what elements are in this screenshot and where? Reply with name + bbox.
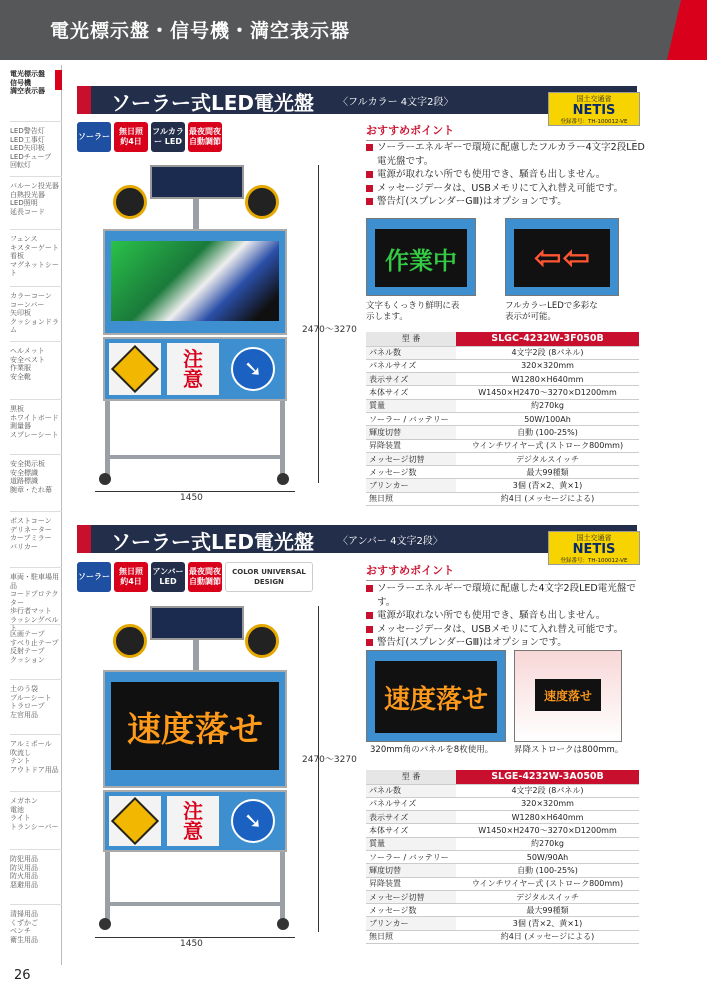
sidebar-item[interactable]: くずかご <box>10 918 38 927</box>
spec-key: パネル数 <box>366 346 456 359</box>
led-screen <box>111 241 279 321</box>
netis-reg-no: 登録番号：TH-100012-VE <box>560 119 628 125</box>
sidebar-divider <box>10 679 62 680</box>
points-list <box>366 582 646 650</box>
sidebar-group[interactable] <box>10 127 62 170</box>
sidebar-group[interactable] <box>10 517 62 551</box>
sidebar-item[interactable]: 安全靴 <box>10 372 31 381</box>
spec-row <box>366 784 639 797</box>
netis-ministry: 国土交通省 <box>576 95 612 103</box>
sidebar-item[interactable]: ポストコーン <box>10 517 52 525</box>
spec-key: 昇降装置 <box>366 877 456 890</box>
sidebar-item[interactable]: バリカー <box>10 542 38 551</box>
photo-example <box>366 650 506 742</box>
frame-leg-right <box>280 852 285 924</box>
spec-value: 最大99種類 <box>456 904 639 917</box>
wheel-left <box>99 918 111 930</box>
sidebar-item[interactable]: 防火用品 <box>10 872 38 880</box>
spec-value: W1450×H2470～3270×D1200mm <box>456 824 639 837</box>
point-item: メッセージデータは、USBメモリにて入れ替え可能です。 <box>366 182 646 196</box>
sidebar-group[interactable] <box>10 630 62 664</box>
wheel-left <box>99 473 111 485</box>
spec-key: メッセージ数 <box>366 466 456 479</box>
spec-key: パネル数 <box>366 784 456 797</box>
sidebar-item[interactable]: コーンバー <box>10 300 45 309</box>
width-dimension: 1450 <box>180 939 203 949</box>
sidebar-item[interactable]: 衛生用品 <box>10 935 38 944</box>
spec-key: パネルサイズ <box>366 359 456 372</box>
warning-lamp-left <box>113 185 147 219</box>
spec-row <box>366 837 639 850</box>
spec-key: 輝度切替 <box>366 426 456 439</box>
sidebar-item[interactable]: LED照明 <box>10 199 38 207</box>
worker-sign <box>109 343 161 395</box>
spec-row <box>366 386 639 399</box>
sign-board <box>103 337 287 401</box>
netis-mark: NETIS <box>572 103 616 118</box>
frame-base <box>105 902 285 906</box>
width-dimension-line <box>95 491 295 492</box>
sidebar-item[interactable]: 歩行者マット <box>10 607 52 615</box>
spec-row <box>366 864 639 877</box>
spec-row <box>366 439 639 452</box>
photo-caption: 320mm角のパネルを8枚使用。 <box>370 745 494 755</box>
feature-badges <box>77 122 222 152</box>
spec-value: 50W/90Ah <box>456 850 639 863</box>
led-screen: 速度落せ <box>111 682 279 770</box>
sidebar-item[interactable]: すべり止テープ <box>10 638 59 647</box>
badge-cud: COLOR UNIVERSAL DESIGN <box>225 562 313 592</box>
spec-row <box>366 930 639 943</box>
sidebar-item[interactable]: ライト <box>10 814 31 822</box>
spec-key: 輝度切替 <box>366 864 456 877</box>
arrow-left-icon: ⇦⇦ <box>514 229 610 287</box>
sidebar-item[interactable]: 白熱投光器 <box>10 190 45 199</box>
spec-value: デジタルスイッチ <box>456 452 639 465</box>
display-panel <box>103 670 287 788</box>
wheel-right <box>277 918 289 930</box>
sidebar-item[interactable]: ヘルメット <box>10 347 45 355</box>
warning-lamp-left <box>113 624 147 658</box>
sidebar-group[interactable] <box>10 740 62 774</box>
sidebar-group[interactable] <box>10 347 62 381</box>
sidebar-group[interactable] <box>10 797 62 831</box>
spec-key: ブリンカー <box>366 917 456 930</box>
spec-row <box>366 890 639 903</box>
width-dimension-line <box>95 937 295 938</box>
sidebar-item[interactable]: テント <box>10 757 31 765</box>
sidebar-item[interactable]: 電光標示盤 <box>10 70 45 78</box>
spec-row <box>366 426 639 439</box>
sidebar-divider <box>10 399 62 400</box>
frame-base <box>105 455 285 459</box>
sidebar-item[interactable]: ブルーシート <box>10 693 52 702</box>
sidebar-item[interactable]: 車両・駐車場用品 <box>10 573 59 590</box>
spec-value: ウインチワイヤー式 (ストローク800mm) <box>456 877 639 890</box>
spec-value: 約4日 (メッセージによる) <box>456 492 639 505</box>
sidebar-divider <box>10 454 62 455</box>
sidebar-item[interactable]: スプレーシート <box>10 430 59 439</box>
spec-row <box>366 797 639 810</box>
spec-key: 昇降装置 <box>366 439 456 452</box>
spec-value: 4文字2段 (8パネル) <box>456 346 639 359</box>
badge-no-sun: 無日照 約4日 <box>114 562 148 592</box>
sidebar-divider <box>10 624 62 625</box>
sidebar-divider <box>10 849 62 850</box>
arrow-sign <box>225 343 281 395</box>
spec-row <box>366 479 639 492</box>
spec-table <box>366 332 639 506</box>
spec-row <box>366 346 639 359</box>
badge-no-sun: 無日照 約4日 <box>114 122 148 152</box>
worker-sign <box>109 796 161 846</box>
sidebar-active-tab <box>55 70 62 90</box>
spec-key: 無日照 <box>366 930 456 943</box>
spec-row <box>366 412 639 425</box>
frame-leg-right <box>280 401 285 481</box>
sidebar-item[interactable]: カラーコーン <box>10 292 52 300</box>
solar-panel <box>150 606 244 640</box>
sidebar-group[interactable] <box>10 685 62 719</box>
product-variant: 〈フルカラー 4文字2段〉 <box>338 97 454 108</box>
height-dimension-line <box>318 606 319 932</box>
spec-row <box>366 373 639 386</box>
spec-value: W1280×H640mm <box>456 373 639 386</box>
sign-board <box>103 790 287 852</box>
spec-value: 50W/100Ah <box>456 412 639 425</box>
sidebar-item[interactable]: カーブミラー <box>10 534 52 542</box>
spec-key: メッセージ切替 <box>366 890 456 903</box>
sidebar-item[interactable]: 道路標識 <box>10 477 38 485</box>
sidebar-item[interactable]: アルミポール <box>10 740 52 748</box>
spec-value: 3個 (青×2、黄×1) <box>456 479 639 492</box>
sidebar-item[interactable]: 腕章・たれ幕 <box>10 485 52 494</box>
model-label: 型 番 <box>366 332 456 346</box>
spec-value: 4文字2段 (8パネル) <box>456 784 639 797</box>
sidebar-item[interactable]: 区画テープ <box>10 630 45 638</box>
netis-badge <box>548 531 640 565</box>
sidebar-item[interactable]: 作業服 <box>10 364 31 372</box>
frame-leg-left <box>105 852 110 924</box>
category-sidebar <box>0 65 62 965</box>
sidebar-item[interactable]: キスターゲート <box>10 243 59 252</box>
sidebar-item[interactable]: LED矢印板 <box>10 144 45 152</box>
spec-key: パネルサイズ <box>366 797 456 810</box>
sidebar-item[interactable]: 延長コード <box>10 207 45 216</box>
page-number: 26 <box>14 968 31 983</box>
spec-table <box>366 770 639 944</box>
spec-key: ソーラー / バッテリー <box>366 412 456 425</box>
photo-example <box>366 218 476 296</box>
sidebar-divider <box>10 734 62 735</box>
sidebar-item[interactable]: メガホン <box>10 797 38 805</box>
header-accent <box>667 0 707 60</box>
spec-value: 最大99種類 <box>456 466 639 479</box>
spec-header-row <box>366 770 639 784</box>
netis-ministry: 国土交通省 <box>576 534 612 542</box>
sidebar-item[interactable]: LEDチューブ <box>10 152 52 161</box>
sidebar-divider <box>10 229 62 230</box>
page-title: 電光標示盤・信号機・満空表示器 <box>50 20 351 42</box>
caution-text: 注意 <box>183 799 203 843</box>
badge-led: フルカラー LED <box>151 122 185 152</box>
spec-value: 自動 (100-25%) <box>456 426 639 439</box>
caution-sign <box>167 343 219 395</box>
spec-key: 表示サイズ <box>366 811 456 824</box>
point-item: 電源が取れない所でも使用でき、騒音も出しません。 <box>366 168 646 182</box>
width-dimension: 1450 <box>180 493 203 503</box>
wheel-right <box>277 473 289 485</box>
sidebar-item[interactable]: クッション <box>10 655 45 664</box>
sidebar-item[interactable]: 黒板 <box>10 405 24 413</box>
point-item: ソーラーエネルギーで環境に配慮したフルカラー4文字2段LED電光盤です。 <box>366 141 646 168</box>
product-name: ソーラー式LED電光盤 <box>111 91 315 115</box>
model-label: 型 番 <box>366 770 456 784</box>
display-panel <box>103 229 287 335</box>
sidebar-item[interactable]: デリネーター <box>10 525 52 534</box>
sidebar-divider <box>10 176 62 177</box>
spec-key: 本体サイズ <box>366 386 456 399</box>
product-variant: 〈アンバー 4文字2段〉 <box>338 536 443 547</box>
caution-sign <box>167 796 219 846</box>
spec-row <box>366 452 639 465</box>
spec-value: W1280×H640mm <box>456 811 639 824</box>
spec-key: 無日照 <box>366 492 456 505</box>
sidebar-item[interactable]: 測量器 <box>10 422 31 430</box>
spec-key: メッセージ切替 <box>366 452 456 465</box>
photo-screen-text: 速度落せ <box>535 679 601 711</box>
sidebar-item[interactable]: 左官用品 <box>10 710 38 719</box>
sidebar-item[interactable]: アウトドア用品 <box>10 765 59 774</box>
sidebar-divider <box>10 511 62 512</box>
sidebar-divider <box>10 286 62 287</box>
sidebar-item[interactable]: 防犯用品 <box>10 855 38 863</box>
spec-key: 質量 <box>366 399 456 412</box>
arrow-down-right-icon: ➘ <box>231 799 275 843</box>
badge-led: アンバー LED <box>151 562 185 592</box>
sidebar-item[interactable]: ホワイトボード <box>10 413 59 422</box>
point-item: ソーラーエネルギーで環境に配慮した4文字2段LED電光盤です。 <box>366 582 646 609</box>
spec-key: ソーラー / バッテリー <box>366 850 456 863</box>
height-dimension: 2470～3270 <box>302 325 357 335</box>
points-title: おすすめポイント <box>366 122 636 141</box>
netis-badge <box>548 92 640 126</box>
spec-value: 320×320mm <box>456 797 639 810</box>
spec-row <box>366 466 639 479</box>
points-title: おすすめポイント <box>366 562 636 581</box>
sidebar-item[interactable]: マグネットシート <box>10 260 59 277</box>
spec-header-row <box>366 332 639 346</box>
sidebar-item[interactable]: 土のう袋 <box>10 685 38 693</box>
model-number: SLGE-4232W-3A050B <box>456 770 639 784</box>
spec-row <box>366 399 639 412</box>
sidebar-group[interactable] <box>10 405 62 439</box>
sidebar-item[interactable]: 看板 <box>10 252 24 260</box>
sidebar-item[interactable]: 防災用品 <box>10 863 38 872</box>
sidebar-item[interactable]: トランシーバー <box>10 822 59 831</box>
sidebar-item[interactable]: ラッシングベルト <box>10 615 59 632</box>
sidebar-item[interactable]: 信号機 <box>10 78 31 87</box>
product-name: ソーラー式LED電光盤 <box>111 530 315 554</box>
sidebar-group[interactable] <box>10 292 62 335</box>
netis-mark: NETIS <box>572 542 616 557</box>
page-header <box>0 0 707 60</box>
spec-value: 約270kg <box>456 399 639 412</box>
photo-example <box>505 218 619 296</box>
photo-caption: 文字もくっきり鮮明に表示します。 <box>366 301 460 322</box>
sidebar-divider <box>10 567 62 568</box>
model-number: SLGC-4232W-3F050B <box>456 332 639 346</box>
point-item: 電源が取れない所でも使用でき、騒音も出しません。 <box>366 609 646 623</box>
sidebar-item[interactable]: 安全標識 <box>10 468 38 477</box>
caution-text: 注意 <box>183 347 203 391</box>
sidebar-divider <box>10 791 62 792</box>
badge-solar: ソーラー <box>77 562 111 592</box>
photo-example <box>514 650 622 742</box>
arrow-down-right-icon: ➘ <box>231 347 275 391</box>
sidebar-item[interactable]: バルーン投光器 <box>10 182 59 190</box>
spec-value: ウインチワイヤー式 (ストローク800mm) <box>456 439 639 452</box>
spec-value: 3個 (青×2、黄×1) <box>456 917 639 930</box>
spec-key: 本体サイズ <box>366 824 456 837</box>
sidebar-item[interactable]: LED警告灯 <box>10 127 45 135</box>
badge-auto-dim: 最夜間夜 自動調節 <box>188 122 222 152</box>
sidebar-item[interactable]: 電池 <box>10 805 24 814</box>
sidebar-group[interactable] <box>10 855 62 889</box>
sidebar-item[interactable]: 安全ベスト <box>10 355 45 364</box>
spec-value: W1450×H2470～3270×D1200mm <box>456 386 639 399</box>
product-illustration <box>95 165 295 495</box>
worker-diamond-icon <box>111 345 159 393</box>
sidebar-item[interactable]: ベンチ <box>10 927 31 935</box>
points-list <box>366 141 646 209</box>
worker-diamond-icon <box>111 797 159 845</box>
spec-value: 約4日 (メッセージによる) <box>456 930 639 943</box>
sidebar-item[interactable]: 吹流し <box>10 748 31 757</box>
sidebar-divider <box>10 121 62 122</box>
point-item: メッセージデータは、USBメモリにて入れ替え可能です。 <box>366 623 646 637</box>
warning-lamp-right <box>245 624 279 658</box>
sidebar-item[interactable]: クッションドラム <box>10 317 59 334</box>
spec-row <box>366 359 639 372</box>
sidebar-divider <box>10 341 62 342</box>
spec-row <box>366 811 639 824</box>
spec-row <box>366 917 639 930</box>
sidebar-item[interactable]: 矢印板 <box>10 309 31 317</box>
sidebar-group[interactable] <box>10 460 62 494</box>
point-item: 警告灯(スプレンダーGⅢ)はオプションです。 <box>366 636 646 650</box>
frame-leg-left <box>105 401 110 481</box>
photo-caption: フルカラーLEDで多彩な表示が可能。 <box>505 301 598 322</box>
spec-row <box>366 850 639 863</box>
arrow-sign <box>225 796 281 846</box>
sidebar-item[interactable]: 安全掲示板 <box>10 460 45 468</box>
feature-badges <box>77 562 313 592</box>
product-illustration <box>95 606 295 938</box>
sidebar-item[interactable]: LED工事灯 <box>10 135 45 144</box>
photo-screen-text: 作業中 <box>375 229 467 287</box>
spec-value: デジタルスイッチ <box>456 890 639 903</box>
sidebar-item[interactable]: 惡避用品 <box>10 880 38 889</box>
sidebar-group[interactable] <box>10 182 62 216</box>
warning-lamp-right <box>245 185 279 219</box>
sidebar-item[interactable]: トラロープ <box>10 702 45 710</box>
photo-caption: 昇降ストロークは800mm。 <box>514 745 624 755</box>
spec-value: 約270kg <box>456 837 639 850</box>
spec-row <box>366 492 639 505</box>
sidebar-group[interactable] <box>10 910 62 944</box>
sidebar-group[interactable] <box>10 235 62 278</box>
sidebar-item[interactable]: コードプロテクター <box>10 590 59 607</box>
spec-key: 質量 <box>366 837 456 850</box>
spec-row <box>366 877 639 890</box>
badge-solar: ソーラー <box>77 122 111 152</box>
spec-key: 表示サイズ <box>366 373 456 386</box>
badge-auto-dim: 最夜間夜 自動調節 <box>188 562 222 592</box>
sidebar-item[interactable]: 満空表示器 <box>10 87 45 95</box>
spec-key: メッセージ数 <box>366 904 456 917</box>
spec-value: 自動 (100-25%) <box>456 864 639 877</box>
sidebar-item[interactable]: 回転灯 <box>10 161 31 169</box>
sidebar-item[interactable]: 清掃用品 <box>10 910 38 918</box>
height-dimension: 2470～3270 <box>302 755 357 765</box>
sidebar-item[interactable]: 反射テープ <box>10 647 45 655</box>
point-item: 警告灯(スプレンダーGⅢ)はオプションです。 <box>366 195 646 209</box>
spec-row <box>366 824 639 837</box>
photo-screen-text: 速度落せ <box>375 661 497 733</box>
sidebar-item[interactable]: フェンス <box>10 235 38 243</box>
solar-panel <box>150 165 244 199</box>
spec-row <box>366 904 639 917</box>
netis-reg-no: 登録番号：TH-100012-VE <box>560 558 628 564</box>
spec-value: 320×320mm <box>456 359 639 372</box>
spec-key: ブリンカー <box>366 479 456 492</box>
sidebar-divider <box>10 904 62 905</box>
